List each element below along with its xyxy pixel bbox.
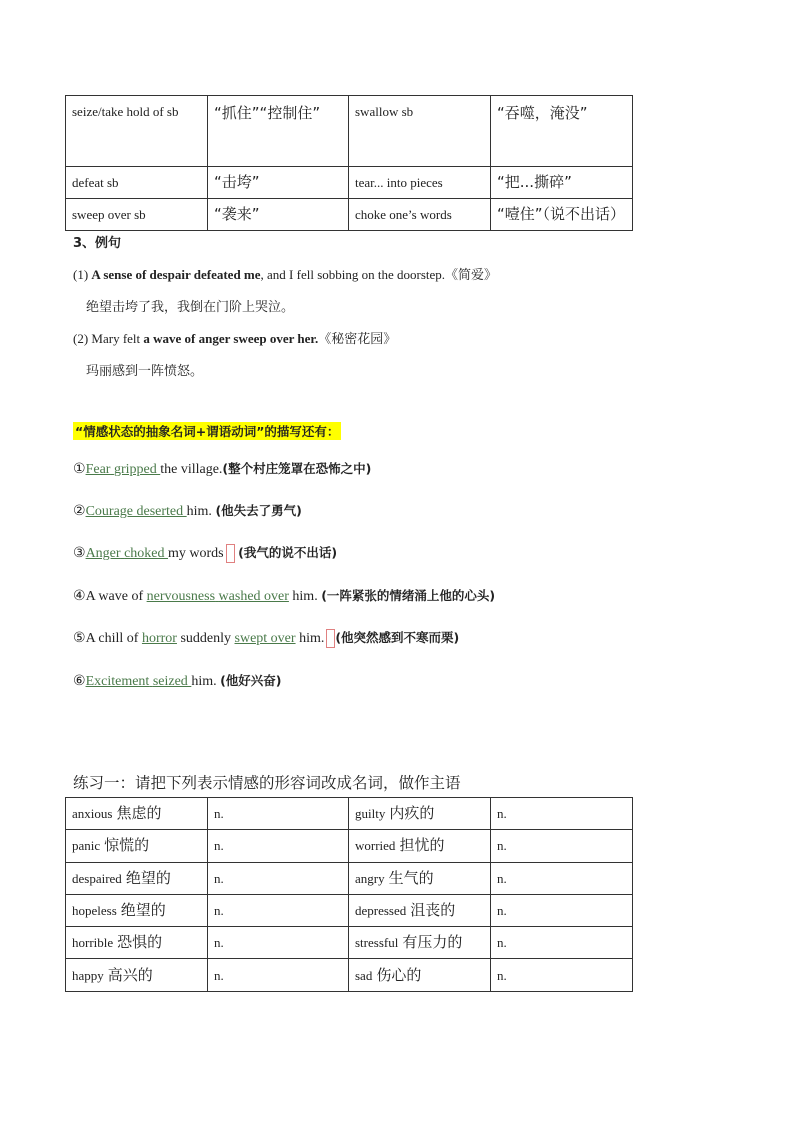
answer-label: n.: [214, 935, 224, 951]
english-word: guilty: [355, 806, 386, 822]
list-item: [73, 501, 302, 520]
table-cell: “抓住”“控制住”: [208, 96, 349, 167]
table-row: [66, 96, 633, 167]
table-cell: choke one’s words: [349, 199, 491, 231]
item-translation: (他失去了勇气): [215, 503, 302, 518]
item-translation: (他好兴奋): [220, 673, 282, 688]
example-source: 《简爱》: [445, 268, 498, 283]
example-bold: A sense of despair defeated me: [91, 267, 261, 282]
chinese-meaning: 焦虑的: [116, 804, 162, 823]
list-item: [73, 586, 495, 605]
chinese-meaning: 绝望的: [120, 901, 166, 920]
table-cell: “把...撕碎”: [491, 167, 633, 199]
exercise-title: 练习一：请把下列表示情感的形容词改成名词，做作主语: [73, 774, 461, 792]
answer-cell[interactable]: [208, 959, 349, 991]
english-word: angry: [355, 870, 385, 886]
adjective-cell: [349, 959, 491, 991]
item-number: ③: [73, 545, 86, 561]
adjective-cell: [66, 894, 208, 926]
adjective-cell: [349, 830, 491, 862]
answer-label: n.: [497, 806, 507, 822]
item-translation: (整个村庄笼罩在恐怖之中): [222, 461, 372, 476]
item-pre: A wave of: [85, 589, 147, 604]
table-cell: “袭来”: [208, 199, 349, 231]
list-item: [73, 543, 337, 563]
section-heading: 3、例句: [73, 236, 122, 251]
emotion-noun: Anger: [85, 546, 121, 561]
answer-label: n.: [214, 838, 224, 854]
answer-label: n.: [497, 935, 507, 951]
english-word: stressful: [355, 935, 399, 951]
item-post: my words: [168, 546, 224, 561]
table-row: [66, 798, 633, 830]
emotion-noun: horror: [141, 631, 177, 646]
item-post: him.: [288, 589, 322, 604]
adjective-cell: [349, 798, 491, 830]
example-translation-1: 绝望击垮了我，我倒在门阶上哭泣。: [86, 300, 295, 315]
english-word: hopeless: [72, 903, 117, 919]
table-cell: sweep over sb: [66, 199, 208, 231]
english-word: sad: [355, 967, 373, 983]
answer-label: n.: [497, 967, 507, 983]
adjective-cell: [66, 959, 208, 991]
answer-cell[interactable]: [491, 959, 633, 991]
english-word: depressed: [355, 903, 407, 919]
answer-cell[interactable]: [491, 862, 633, 894]
adjective-cell: [66, 798, 208, 830]
comment-marker: [326, 629, 335, 648]
predicate-verb: deserted: [136, 504, 187, 519]
example-rest: , and I fell sobbing on the doorstep.: [260, 267, 446, 282]
list-item: [73, 628, 459, 648]
adjective-cell: [66, 830, 208, 862]
adjective-cell: [349, 894, 491, 926]
table-cell: tear... into pieces: [349, 167, 491, 199]
answer-label: n.: [214, 967, 224, 983]
adjective-cell: [66, 927, 208, 959]
predicate-verb: seized: [152, 674, 192, 689]
item-number: ④: [73, 588, 86, 604]
answer-label: n.: [497, 870, 507, 886]
answer-cell[interactable]: [491, 798, 633, 830]
answer-cell[interactable]: [491, 927, 633, 959]
english-word: despaired: [72, 870, 122, 886]
table-row: [66, 830, 633, 862]
chinese-meaning: 绝望的: [125, 868, 171, 887]
table-row: [66, 862, 633, 894]
english-word: anxious: [72, 806, 113, 822]
example-prefix: (1): [73, 267, 92, 282]
english-word: horrible: [72, 935, 114, 951]
english-word: happy: [72, 967, 104, 983]
chinese-meaning: 惊慌的: [104, 836, 150, 855]
item-pre: A chill of: [85, 631, 142, 646]
chinese-meaning: 高兴的: [107, 965, 153, 984]
table-row: [66, 927, 633, 959]
table-row: [66, 959, 633, 991]
table-row: [66, 894, 633, 926]
vocab-table: [65, 95, 633, 231]
chinese-meaning: 生气的: [388, 868, 434, 887]
list-item: [73, 459, 371, 478]
predicate-verb: gripped: [113, 462, 161, 477]
adjective-cell: [349, 927, 491, 959]
table-cell: defeat sb: [66, 167, 208, 199]
table-row: [66, 167, 633, 199]
chinese-meaning: 伤心的: [376, 965, 422, 984]
answer-cell[interactable]: [208, 927, 349, 959]
chinese-meaning: 内疚的: [389, 804, 435, 823]
example-prefix: (2) Mary felt: [73, 331, 144, 346]
predicate-verb: choked: [124, 546, 168, 561]
item-post: him.: [295, 631, 325, 646]
answer-label: n.: [214, 903, 224, 919]
table-cell: swallow sb: [349, 96, 491, 167]
answer-cell[interactable]: [208, 830, 349, 862]
note-title: “情感状态的抽象名词+谓语动词”的描写还有：: [75, 424, 340, 439]
emotion-noun: Excitement: [85, 674, 150, 689]
answer-cell[interactable]: [208, 798, 349, 830]
item-translation: (一阵紧张的情绪涌上他的心头): [321, 588, 496, 603]
answer-cell[interactable]: [208, 894, 349, 926]
chinese-meaning: 有压力的: [402, 933, 463, 952]
chinese-meaning: 担忧的: [399, 836, 445, 855]
table-cell: “吞噬，淹没”: [491, 96, 633, 167]
adjective-cell: [349, 862, 491, 894]
predicate-verb: washed over: [218, 589, 289, 604]
emotion-noun: Courage: [85, 504, 133, 519]
item-number: ②: [73, 503, 86, 519]
list-item: [73, 671, 282, 690]
table-cell: “噎住”（说不出话）: [491, 199, 633, 231]
answer-label: n.: [214, 806, 224, 822]
item-post: the village.: [160, 462, 223, 477]
example-sentence-2: [73, 328, 396, 347]
item-number: ⑥: [73, 673, 86, 689]
comment-marker: [226, 544, 235, 563]
answer-cell[interactable]: [208, 862, 349, 894]
item-post: him.: [186, 504, 216, 519]
answer-cell[interactable]: [491, 830, 633, 862]
item-post: him.: [191, 674, 221, 689]
item-number: ①: [73, 461, 86, 477]
example-sentence-1: [73, 264, 497, 283]
answer-label: n.: [214, 870, 224, 886]
item-mid: suddenly: [176, 631, 235, 646]
chinese-meaning: 沮丧的: [410, 901, 456, 920]
example-translation-2: 玛丽感到一阵愤怒。: [86, 364, 204, 379]
predicate-verb: swept over: [234, 631, 296, 646]
emotion-noun: nervousness: [146, 589, 216, 604]
item-translation: (我气的说不出话): [238, 545, 338, 560]
adjective-cell: [66, 862, 208, 894]
practice-table: [65, 797, 633, 992]
table-cell: seize/take hold of sb: [66, 96, 208, 167]
answer-cell[interactable]: [491, 894, 633, 926]
english-word: worried: [355, 838, 396, 854]
table-row: [66, 199, 633, 231]
example-source: 《秘密花园》: [318, 332, 397, 347]
answer-label: n.: [497, 838, 507, 854]
english-word: panic: [72, 838, 101, 854]
example-bold: a wave of anger sweep over her.: [143, 331, 319, 346]
item-number: ⑤: [73, 630, 86, 646]
answer-label: n.: [497, 903, 507, 919]
emotion-noun: Fear: [85, 462, 111, 477]
table-cell: “击垮”: [208, 167, 349, 199]
chinese-meaning: 恐惧的: [117, 933, 163, 952]
item-translation: (他突然感到不寒而栗): [335, 630, 460, 645]
